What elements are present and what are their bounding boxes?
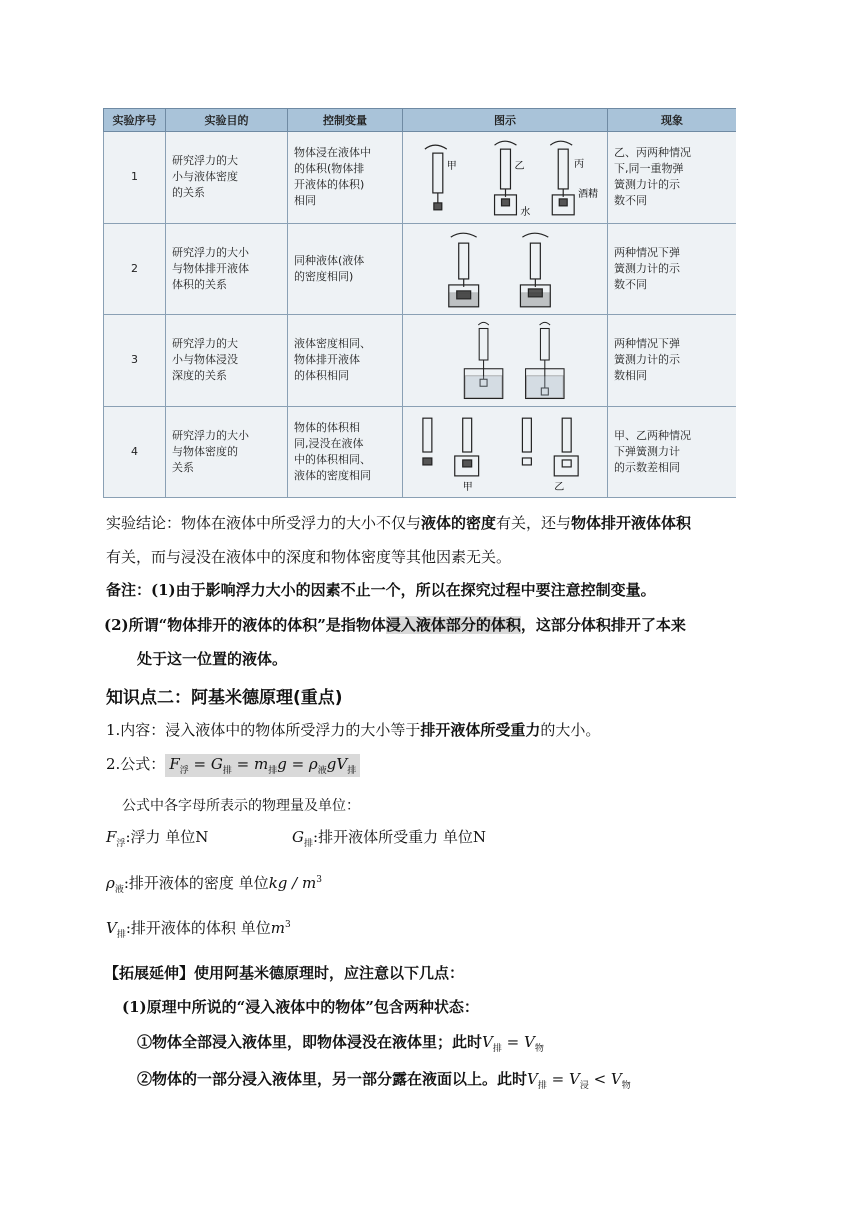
label-bing: 丙 [574,159,585,171]
formula-line [106,753,360,777]
var-V-line: $V_排$:排开液体的体积 单位$m^3$ [106,919,291,940]
sub-ye: 液 [317,766,327,776]
label-alcohol: 酒精 [578,189,599,201]
state-1-text: ①物体全部浸入液体里，即物体浸没在液体里；此时 [137,1033,483,1051]
label-yi: 乙 [554,481,565,493]
sub-pai: 排 [492,1044,502,1054]
experiment-table [103,108,736,498]
table-row [104,223,737,315]
spring-scale-illustration [403,410,607,494]
note-2-highlight: 浸入液体部分的体积 [385,616,521,634]
symbol-V: $V_排$ [106,919,126,940]
row-num: 4 [104,406,166,498]
section-title: 知识点二：阿基米德原理(重点) [106,688,343,708]
var-F-desc: 浮力 单位N [130,828,209,846]
extension-state-1 [137,1031,544,1054]
row-num: 3 [104,315,166,407]
var-F-line: $F_浮$:浮力 单位N [106,828,209,849]
sub-pai: 排 [303,839,313,849]
conclusion-bold-density: 液体的密度 [421,514,497,532]
symbol-F: $F_浮$ [106,828,126,849]
symbol-G: $G_排$ [292,828,313,849]
row-num: 2 [104,223,166,315]
row-phenomenon: 甲、乙两种情况 下弹簧测力计 的示数差相同 [608,406,737,498]
row-purpose: 研究浮力的大 小与物体浸没 深度的关系 [166,315,288,407]
row-phenomenon: 乙、丙两种情况 下,同一重物弹 簧测力计的示 数不同 [608,132,737,224]
content-text: 1.内容：浸入液体中的物体所受浮力的大小等于 [106,721,421,739]
header-phenomenon: 现象 [608,109,737,132]
header-control: 控制变量 [288,109,403,132]
formula-label: 2.公式： [106,755,166,773]
table-row [104,315,737,407]
extension-point-1: (1)原理中所说的“浸入液体中的物体”包含两种状态： [122,998,479,1016]
sub-ye: 液 [114,885,124,895]
sub-pai: 排 [222,766,232,776]
formula-intro: 公式中各字母所表示的物理量及单位： [122,798,360,814]
label-jia: 甲 [446,161,457,173]
conclusion-line-1 [106,512,691,533]
table-header-row [104,109,737,132]
state-2-text: ②物体的一部分浸入液体里，另一部分露在液面以上。此时 [137,1070,528,1088]
row-phenomenon: 两种情况下弹 簧测力计的示 数不同 [608,223,737,315]
note-2-cont: 处于这一位置的液体。 [137,650,288,668]
sub-fu: 浮 [179,766,189,776]
symbol-rho: $\rho_液$ [106,874,124,895]
row-purpose: 研究浮力的大 小与液体密度 的关系 [166,132,288,224]
row-control: 液体密度相同、 物体排开液体 的体积相同 [288,315,403,407]
extension-title: 【拓展延伸】使用阿基米德原理时，应注意以下几点： [104,964,465,982]
state-2-formula: $V_排 = V_浸 < V_物$ [527,1070,631,1091]
conclusion-text: 有关，还与 [496,514,572,532]
row-figure [403,223,608,315]
conclusion-text: 实验结论：物体在液体中所受浮力的大小不仅与 [106,514,422,532]
spring-scale-illustration [403,135,607,219]
note-2-text: (2)所谓“物体排开的液体的体积”是指物体 [104,616,386,634]
var-rho-desc: 排开液体的密度 单位 [128,874,269,892]
var-G-desc: 排开液体所受重力 单位N [318,828,486,846]
content-line [106,719,600,740]
sub-wu: 物 [534,1044,544,1054]
table-row [104,406,737,498]
content-text: 的大小。 [540,721,601,739]
extension-state-2 [137,1068,631,1091]
sub-pai: 排 [116,930,126,940]
sub-jin: 浸 [579,1081,589,1091]
table-row [104,132,737,224]
header-purpose: 实验目的 [166,109,288,132]
note-2-text: ，这部分体积排开了本来 [520,616,686,634]
state-1-formula: $V_排 = V_物$ [482,1033,544,1054]
row-control: 物体的体积相 同,浸没在液体 中的体积相同、 液体的密度相同 [288,406,403,498]
label-yi: 乙 [514,161,525,173]
header-figure: 图示 [403,109,608,132]
var-V-unit: m [270,919,285,937]
spring-scale-illustration [403,227,607,311]
conclusion-bold-volume: 物体排开液体体积 [571,514,692,532]
sub-wu: 物 [621,1081,631,1091]
sub-pai: 排 [537,1081,547,1091]
note-1: 备注：(1)由于影响浮力大小的因素不止一个，所以在探究过程中要注意控制变量。 [106,581,656,599]
note-2 [104,614,686,635]
row-figure [403,315,608,407]
header-num: 实验序号 [104,109,166,132]
row-phenomenon: 两种情况下弹 簧测力计的示 数相同 [608,315,737,407]
label-water: 水 [520,207,531,219]
var-rho-line: $\rho_液$:排开液体的密度 单位kg / $m^3$ [106,874,322,895]
spring-scale-illustration [403,318,607,402]
var-G-line: $G_排$:排开液体所受重力 单位N [292,828,486,849]
conclusion-line-2: 有关，而与浸没在液体中的深度和物体密度等其他因素无关。 [106,548,512,566]
label-jia: 甲 [462,481,473,493]
var-rho-unit: kg / m [268,874,317,892]
row-control: 物体浸在液体中 的体积(物体排 开液体的体积) 相同 [288,132,403,224]
row-figure [403,406,608,498]
sub-pai: 排 [347,766,357,776]
row-purpose: 研究浮力的大小 与物体密度的 关系 [166,406,288,498]
row-purpose: 研究浮力的大小 与物体排开液体 体积的关系 [166,223,288,315]
row-num: 1 [104,132,166,224]
experiment-table-figure [103,108,736,498]
archimedes-formula: $F_浮 = G_排 = m_排g = \rho_液gV_排$ [165,754,360,777]
sub-fu: 浮 [116,839,126,849]
content-bold: 排开液体所受重力 [420,721,541,739]
row-control: 同种液体(液体 的密度相同) [288,223,403,315]
var-V-desc: 排开液体的体积 单位 [130,919,271,937]
row-figure [403,132,608,224]
sub-pai: 排 [268,766,278,776]
